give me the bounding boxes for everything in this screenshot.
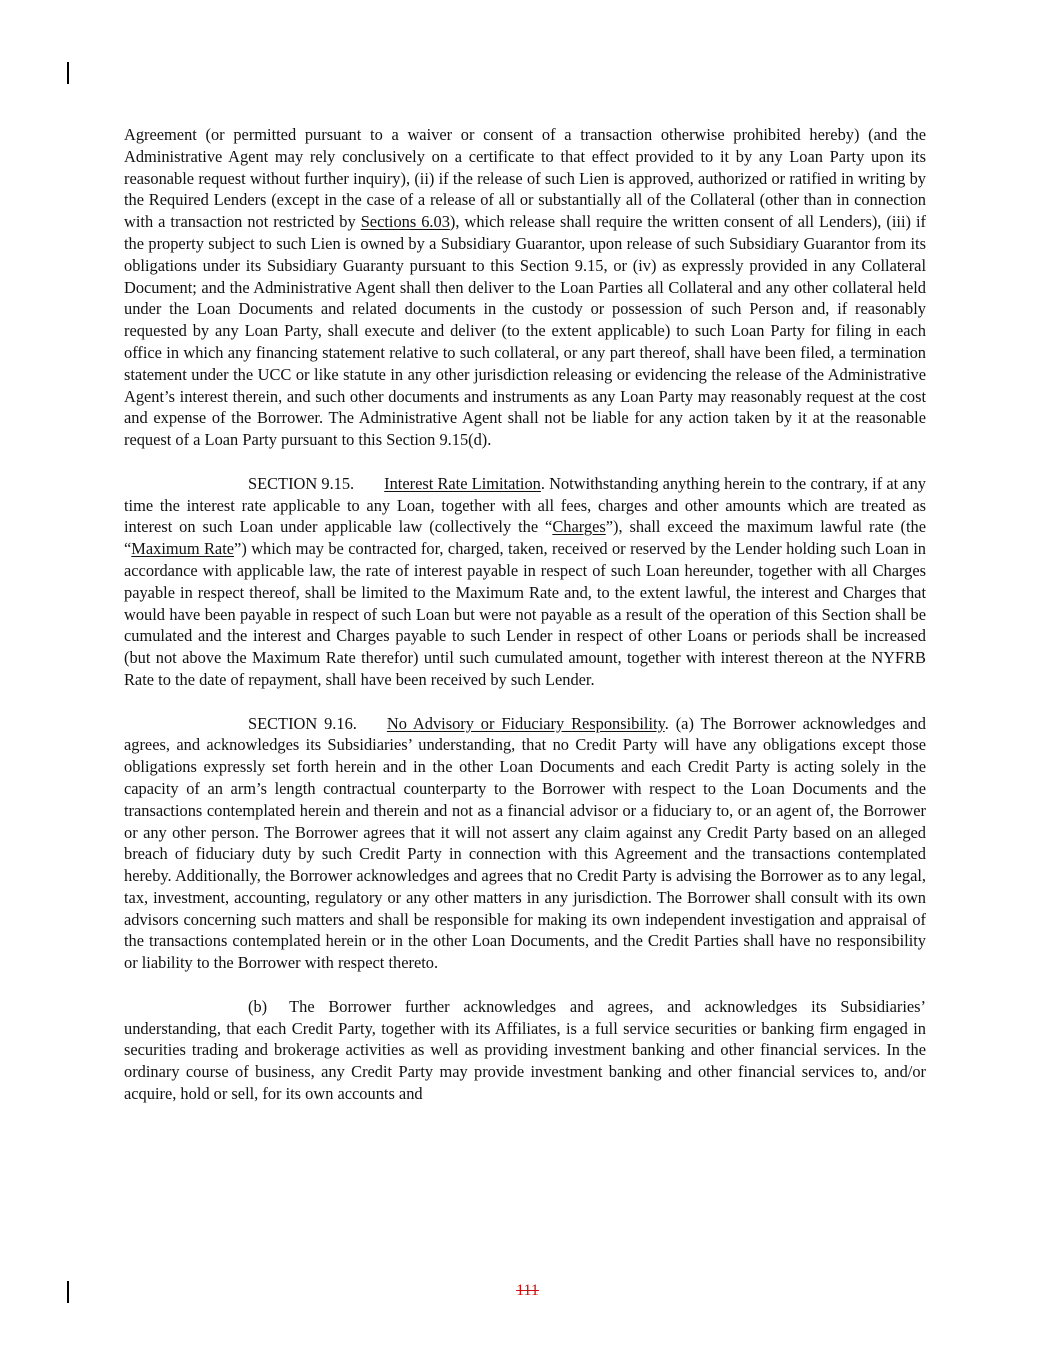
paragraph-b: (b) The Borrower further acknowledges and agrees, and acknowledges its Subsidiaries’ understanding, that each Credit Party, together with its Affiliates, is a full service securities or banking firm engaged in securities trading and brokerage activities as well as providing investment banking and other financial services. In the ordinary course of business, any Credit Party may provide investment banking and other financial services to, and/or acquire, hold or sell, for its own accounts and: [124, 996, 926, 1104]
section-9-15: SECTION 9.15. Interest Rate Limitation. Notwithstanding anything herein to the contrary, if at any time the interest rate applicable to any Loan, together with all fees, charges and other amounts which are treated as interest on such Loan under applicable law (collectively the “Charges”), shall exceed the maximum lawful rate (the “Maximum Rate”) which may be contracted for, charged, taken, received or reserved by the Lender holding such Loan in accordance with applicable law, the rate of interest payable in respect of such Loan hereunder, together with all Charges payable in respect thereof, shall be limited to the Maximum Rate and, to the extent lawful, the interest and Charges that would have been payable in respect of such Loan but were not payable as a result of the operation of this Section shall be cumulated and the interest and Charges payable to such Lender in respect of other Loans or periods shall be increased (but not above the Maximum Rate therefor) until such cumulated amount, together with interest thereon at the NYFRB Rate to the date of repayment, shall have been received by such Lender.: [124, 473, 927, 689]
section-heading: Interest Rate Limitation: [384, 473, 541, 493]
document-body: [124, 124, 926, 1127]
paragraph-release-of-liens: Agreement (or permitted pursuant to a waiver or consent of a transaction otherwise prohibited hereby) (and the Administrative Agent may rely conclusively on a certificate to that effect provided to it by any Loan Party upon its reasonable request without further inquiry), (ii) if the release of such Lien is approved, authorized or ratified in writing by the Required Lenders (except in the case of a release of all or substantially all of the Collateral (other than in connection with a transaction not restricted by Sections 6.03), which release shall require the written consent of all Lenders), (iii) if the property subject to such Lien is owned by a Subsidiary Guarantor, upon release of such Subsidiary Guarantor from its obligations under its Subsidiary Guaranty pursuant to this Section 9.15, or (iv) as expressly provided in any Collateral Document; and the Administrative Agent shall then deliver to the Loan Parties all Collateral and any other collateral held under the Loan Documents and related documents in the custody or possession of such Person and, if reasonably requested by any Loan Party, shall execute and deliver (to the extent applicable) to such Loan Party for filing in each office in which any financing statement relative to such collateral, or any part thereof, shall have been filed, a termination statement under the UCC or like statute in any other jurisdiction releasing or evidencing the release of the Administrative Agent’s interest therein, and such other documents and instruments as any Loan Party may reasonably request at the cost and expense of the Borrower. The Administrative Agent shall not be liable for any action taken by it at the reasonable request of a Loan Party pursuant to this Section 9.15(d).: [124, 125, 926, 450]
section-heading: No Advisory or Fiduciary Responsibility: [386, 713, 665, 733]
section-9-16: SECTION 9.16. No Advisory or Fiduciary Responsibility. (a) The Borrower acknowledges and agrees, and acknowledges its Subsidiaries’ understanding, that no Credit Party will have any obligations except those obligations expressly set forth herein and in the other Loan Documents and each Credit Party is acting solely in the capacity of an arm’s length contractual counterparty to the Borrower with respect to the Loan Documents and the transactions contemplated herein and therein and not as a financial advisor or a fiduciary to, or an agent of, the Borrower or any other person. The Borrower agrees that it will not assert any claim against any Credit Party based on an alleged breach of fiduciary duty by such Credit Party in connection with this Agreement and the transactions contemplated hereby. Additionally, the Borrower acknowledges and agrees that no Credit Party is advising the Borrower as to any legal, tax, investment, accounting, regulatory or any other matters in any jurisdiction. The Borrower shall consult with its own advisors concerning such matters and shall be responsible for making its own independent investigation and appraisal of the transactions contemplated herein or in the other Loan Documents, and the Credit Parties shall have no responsibility or liability to the Borrower with respect thereto.: [124, 713, 926, 973]
section-number: SECTION 9.15.: [248, 473, 355, 493]
sections-603-link[interactable]: Sections 6.03: [360, 212, 450, 232]
defined-term-maximum-rate: Maximum Rate: [131, 539, 235, 559]
paragraph-label: (b): [248, 996, 268, 1016]
page-number: 111: [516, 1282, 539, 1299]
section-number: SECTION 9.16.: [248, 713, 357, 733]
change-bar-top: [67, 62, 69, 84]
defined-term-charges: Charges: [552, 517, 606, 537]
